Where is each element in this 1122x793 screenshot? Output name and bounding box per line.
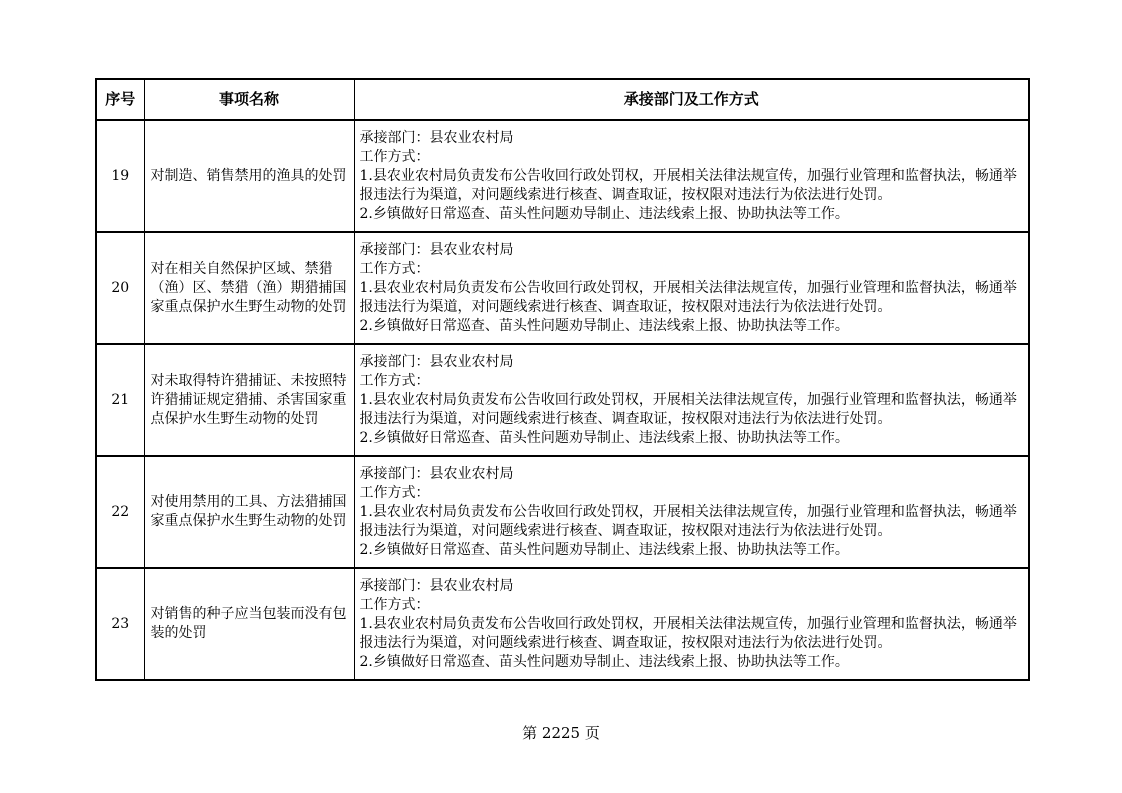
row-serial-number: 19 <box>96 120 144 232</box>
table-row <box>96 344 1029 456</box>
detail-line-method-label: 工作方式： <box>359 372 430 389</box>
detail-line-method-2: 2.乡镇做好日常巡查、苗头性问题劝导制止、违法线索上报、协助执法等工作。 <box>359 429 849 446</box>
row-matter-name: 对销售的种子应当包装而没有包装的处罚 <box>144 568 354 680</box>
row-department-detail <box>354 232 1029 344</box>
detail-line-method-label: 工作方式： <box>359 260 430 277</box>
matters-table <box>95 78 1030 681</box>
row-department-detail <box>354 344 1029 456</box>
detail-line-method-label: 工作方式： <box>359 484 430 501</box>
detail-line-method-label: 工作方式： <box>359 596 430 613</box>
table-row <box>96 120 1029 232</box>
row-serial-number: 21 <box>96 344 144 456</box>
detail-line-department: 承接部门：县农业农村局 <box>359 465 514 482</box>
detail-line-department: 承接部门：县农业农村局 <box>359 353 514 370</box>
header-serial-number: 序号 <box>96 79 144 120</box>
detail-line-method-1: 1.县农业农村局负责发布公告收回行政处罚权，开展相关法律法规宣传，加强行业管理和监督执法，畅通举报违法行为渠道，对问题线索进行核查、调查取证，按权限对违法行为依法进行处罚。 <box>359 503 1017 539</box>
table-row <box>96 456 1029 568</box>
detail-line-method-2: 2.乡镇做好日常巡查、苗头性问题劝导制止、违法线索上报、协助执法等工作。 <box>359 205 849 222</box>
row-matter-name: 对未取得特许猎捕证、未按照特许猎捕证规定猎捕、杀害国家重点保护水生野生动物的处罚 <box>144 344 354 456</box>
detail-line-method-label: 工作方式： <box>359 148 430 165</box>
detail-line-department: 承接部门：县农业农村局 <box>359 577 514 594</box>
header-department-and-method: 承接部门及工作方式 <box>354 79 1029 120</box>
page-number: 第 2225 页 <box>522 724 600 742</box>
table-row <box>96 568 1029 680</box>
table-header-row <box>96 79 1029 120</box>
header-matter-name: 事项名称 <box>144 79 354 120</box>
row-serial-number: 22 <box>96 456 144 568</box>
row-department-detail <box>354 568 1029 680</box>
row-department-detail <box>354 120 1029 232</box>
row-serial-number: 20 <box>96 232 144 344</box>
detail-line-department: 承接部门：县农业农村局 <box>359 129 514 146</box>
detail-line-department: 承接部门：县农业农村局 <box>359 241 514 258</box>
row-serial-number: 23 <box>96 568 144 680</box>
row-department-detail <box>354 456 1029 568</box>
detail-line-method-2: 2.乡镇做好日常巡查、苗头性问题劝导制止、违法线索上报、协助执法等工作。 <box>359 317 849 334</box>
table-row <box>96 232 1029 344</box>
row-matter-name: 对制造、销售禁用的渔具的处罚 <box>144 120 354 232</box>
detail-line-method-1: 1.县农业农村局负责发布公告收回行政处罚权，开展相关法律法规宣传，加强行业管理和监督执法，畅通举报违法行为渠道，对问题线索进行核查、调查取证，按权限对违法行为依法进行处罚。 <box>359 279 1017 315</box>
detail-line-method-1: 1.县农业农村局负责发布公告收回行政处罚权，开展相关法律法规宣传，加强行业管理和监督执法，畅通举报违法行为渠道，对问题线索进行核查、调查取证，按权限对违法行为依法进行处罚。 <box>359 615 1017 651</box>
detail-line-method-1: 1.县农业农村局负责发布公告收回行政处罚权，开展相关法律法规宣传，加强行业管理和监督执法，畅通举报违法行为渠道，对问题线索进行核查、调查取证，按权限对违法行为依法进行处罚。 <box>359 167 1017 203</box>
row-matter-name: 对在相关自然保护区域、禁猎（渔）区、禁猎（渔）期猎捕国家重点保护水生野生动物的处罚 <box>144 232 354 344</box>
row-matter-name: 对使用禁用的工具、方法猎捕国家重点保护水生野生动物的处罚 <box>144 456 354 568</box>
detail-line-method-2: 2.乡镇做好日常巡查、苗头性问题劝导制止、违法线索上报、协助执法等工作。 <box>359 653 849 670</box>
detail-line-method-1: 1.县农业农村局负责发布公告收回行政处罚权，开展相关法律法规宣传，加强行业管理和监督执法，畅通举报违法行为渠道，对问题线索进行核查、调查取证，按权限对违法行为依法进行处罚。 <box>359 391 1017 427</box>
detail-line-method-2: 2.乡镇做好日常巡查、苗头性问题劝导制止、违法线索上报、协助执法等工作。 <box>359 541 849 558</box>
